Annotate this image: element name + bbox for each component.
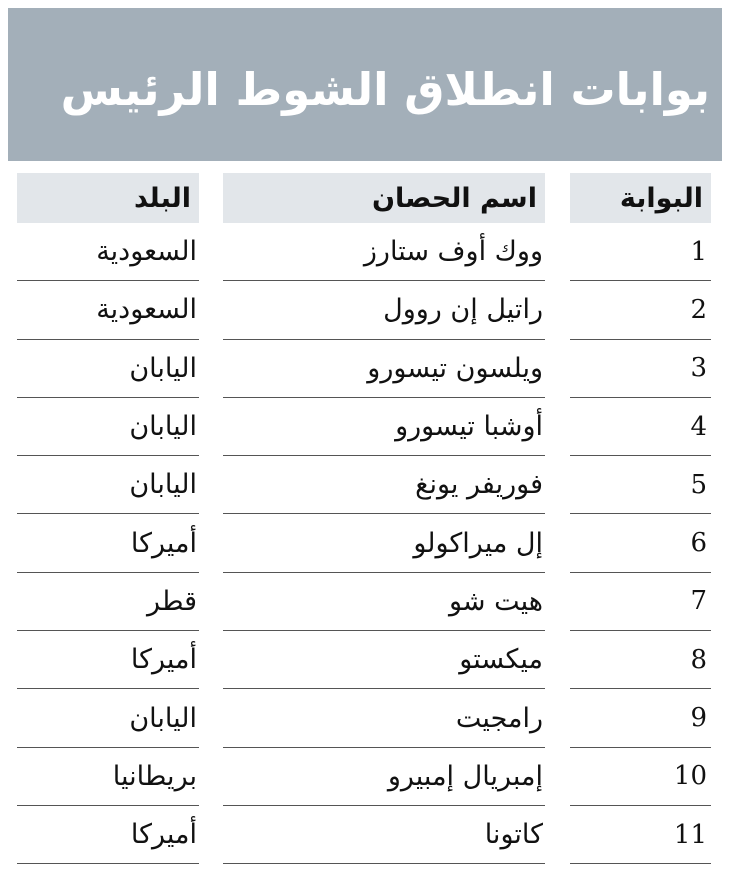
gate-cell: 1 xyxy=(570,223,711,281)
horse-column xyxy=(223,173,545,864)
gate-cell: 5 xyxy=(570,456,711,514)
gate-cell: 4 xyxy=(570,398,711,456)
horse-cell: إل ميراكولو xyxy=(223,514,545,572)
gate-cell: 6 xyxy=(570,514,711,572)
horse-cell: ووك أوف ستارز xyxy=(223,223,545,281)
gate-column xyxy=(570,173,711,864)
country-cell: أميركا xyxy=(17,514,199,572)
gate-cell: 3 xyxy=(570,340,711,398)
title-banner xyxy=(8,8,722,161)
country-cell: اليابان xyxy=(17,689,199,747)
gate-cell: 2 xyxy=(570,281,711,339)
horse-cell: إمبريال إمبيرو xyxy=(223,748,545,806)
horse-cell: ميكستو xyxy=(223,631,545,689)
country-cell: قطر xyxy=(17,573,199,631)
gate-cell: 11 xyxy=(570,806,711,864)
country-cell: السعودية xyxy=(17,223,199,281)
country-cell: أميركا xyxy=(17,806,199,864)
country-column xyxy=(17,173,199,864)
horse-cell: فوريفر يونغ xyxy=(223,456,545,514)
country-cell: اليابان xyxy=(17,340,199,398)
horse-cell: ويلسون تيسورو xyxy=(223,340,545,398)
country-cell: أميركا xyxy=(17,631,199,689)
country-cell: اليابان xyxy=(17,456,199,514)
horse-cell: كاتونا xyxy=(223,806,545,864)
country-cell: السعودية xyxy=(17,281,199,339)
horse-header: اسم الحصان xyxy=(223,173,545,223)
gate-cell: 10 xyxy=(570,748,711,806)
horse-cell: راتيل إن روول xyxy=(223,281,545,339)
gate-cell: 9 xyxy=(570,689,711,747)
horse-cell: هيت شو xyxy=(223,573,545,631)
country-cell: اليابان xyxy=(17,398,199,456)
horse-cell: رامجيت xyxy=(223,689,545,747)
horse-cell: أوشبا تيسورو xyxy=(223,398,545,456)
page-title: بوابات انطلاق الشوط الرئيس xyxy=(60,63,710,116)
gate-header: البوابة xyxy=(570,173,711,223)
gate-cell: 8 xyxy=(570,631,711,689)
gate-cell: 7 xyxy=(570,573,711,631)
country-header: البلد xyxy=(17,173,199,223)
country-cell: بريطانيا xyxy=(17,748,199,806)
